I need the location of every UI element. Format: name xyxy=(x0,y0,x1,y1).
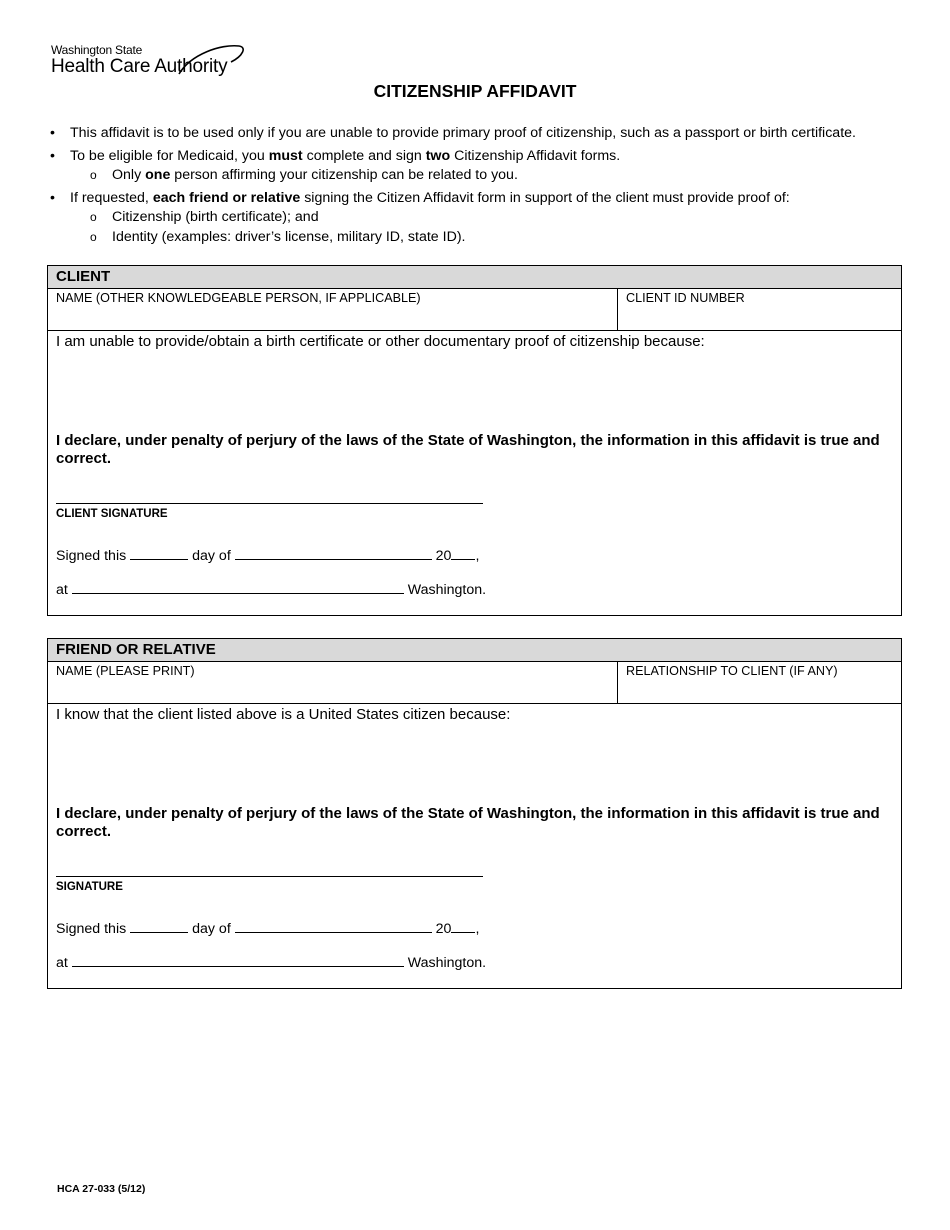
client-section xyxy=(47,265,902,616)
client-location-line: at Washington. xyxy=(56,579,486,598)
client-year-blank[interactable] xyxy=(451,545,475,560)
client-declaration: I declare, under penalty of perjury of the laws of the State of Washington, the information in this affidavit is true and correct. xyxy=(56,432,880,467)
logo-agency-text: Health Care Authority xyxy=(51,56,228,77)
instructions-list xyxy=(48,124,928,247)
friend-day-blank[interactable] xyxy=(130,918,188,933)
list-item: • To be eligible for Medicaid, you must complete and sign two Citizenship Affidavit forms. xyxy=(50,147,621,164)
friend-statement-area[interactable] xyxy=(48,704,901,988)
friend-relationship-field[interactable]: RELATIONSHIP TO CLIENT (IF ANY) xyxy=(626,664,838,678)
client-because-text: I am unable to provide/obtain a birth certificate or other documentary proof of citizenship because: xyxy=(56,333,705,350)
friend-signature-line[interactable] xyxy=(56,876,483,877)
client-signed-date-line: Signed this day of 20 , xyxy=(56,545,479,564)
client-month-blank[interactable] xyxy=(235,545,432,560)
client-signature-line[interactable] xyxy=(56,503,483,504)
friend-section xyxy=(47,638,902,989)
friend-because-text: I know that the client listed above is a United States citizen because: xyxy=(56,706,511,723)
friend-month-blank[interactable] xyxy=(235,918,432,933)
sub-list-item: o Only one person affirming your citizenship can be related to you. xyxy=(90,167,518,183)
client-id-field[interactable]: CLIENT ID NUMBER xyxy=(626,291,745,305)
client-name-field[interactable]: NAME (OTHER KNOWLEDGEABLE PERSON, IF APPLICABLE) xyxy=(48,289,618,330)
friend-signature-label: SIGNATURE xyxy=(56,881,123,893)
friend-location-line: at Washington. xyxy=(56,952,486,971)
form-title: CITIZENSHIP AFFIDAVIT xyxy=(373,81,577,101)
friend-location-blank[interactable] xyxy=(72,952,404,967)
form-number: HCA 27-033 (5/12) xyxy=(57,1183,146,1195)
logo-state-text: Washington State xyxy=(51,43,143,57)
friend-section-heading: FRIEND OR RELATIVE xyxy=(48,639,901,662)
client-section-heading: CLIENT xyxy=(48,266,901,289)
logo-swoosh-icon xyxy=(51,40,251,82)
sub-list-item: o Identity (examples: driver’s license, military ID, state ID). xyxy=(90,228,466,245)
client-day-blank[interactable] xyxy=(130,545,188,560)
friend-declaration: I declare, under penalty of perjury of the laws of the State of Washington, the information in this affidavit is true and correct. xyxy=(56,805,880,840)
sub-list-item: o Citizenship (birth certificate); and xyxy=(90,209,319,225)
friend-name-field[interactable]: NAME (PLEASE PRINT) xyxy=(48,662,618,703)
hca-logo xyxy=(51,40,251,82)
list-item: • If requested, each friend or relative signing the Citizen Affidavit form in support of the client must provide proof of: xyxy=(50,189,790,206)
list-item: • This affidavit is to be used only if you are unable to provide primary proof of citizenship, such as a passport or birth certificate. xyxy=(50,125,856,141)
client-location-blank[interactable] xyxy=(72,579,404,594)
friend-year-blank[interactable] xyxy=(451,918,475,933)
client-statement-area[interactable] xyxy=(48,331,901,615)
client-signature-label: CLIENT SIGNATURE xyxy=(56,508,168,520)
friend-signed-date-line: Signed this day of 20 , xyxy=(56,918,479,937)
